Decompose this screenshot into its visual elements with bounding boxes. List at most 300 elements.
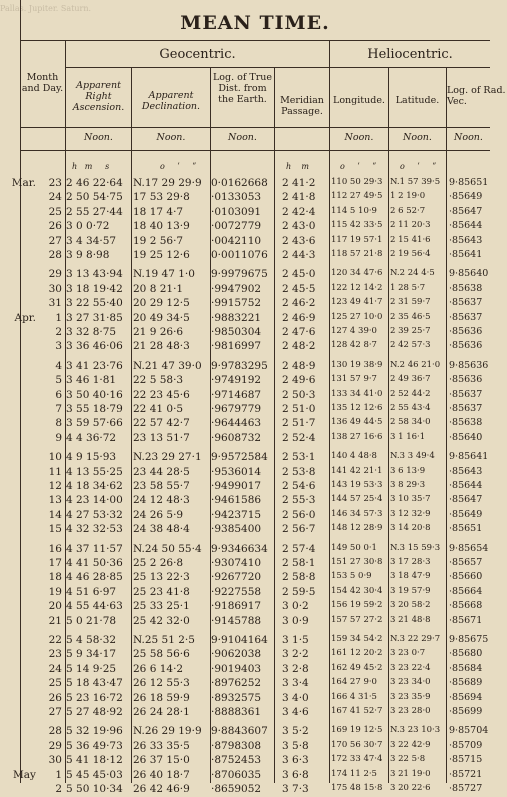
cell-log-radius-vector: 9·85675 xyxy=(449,634,489,645)
cell-month: Apr. xyxy=(14,311,36,324)
cell-right-ascension: 5 9 34·17 xyxy=(66,648,117,661)
cell-day: 1 xyxy=(55,311,62,324)
cell-right-ascension: 5 50 10·34 xyxy=(66,783,123,795)
cell-right-ascension: 3 22 55·40 xyxy=(66,297,123,310)
cell-longitude: 146 34 57·3 xyxy=(331,508,383,519)
cell-log-distance: ·9019403 xyxy=(211,662,262,675)
cell-right-ascension: 4 18 34·62 xyxy=(66,480,123,492)
cell-day: 3 xyxy=(55,340,62,353)
cell-log-distance: ·9227558 xyxy=(211,585,262,598)
cell-declination: 20 8 21·1 xyxy=(133,282,184,295)
cell-log-radius-vector: ·85641 xyxy=(449,249,483,260)
cell-log-radius-vector: ·85636 xyxy=(449,340,483,352)
cell-day: 29 xyxy=(48,739,62,752)
cell-day: 12 xyxy=(48,480,62,492)
cell-log-distance: ·9608732 xyxy=(211,431,262,444)
cell-meridian-passage: 2 45·0 xyxy=(282,268,316,281)
cell-log-distance: ·9947902 xyxy=(211,282,262,295)
cell-declination: 26 24 28·1 xyxy=(133,706,190,718)
cell-day: 29 xyxy=(48,268,62,281)
cell-declination: 26 37 15·0 xyxy=(133,754,190,767)
cell-latitude: 2 39 25·7 xyxy=(390,326,431,336)
cell-longitude: 151 27 30·8 xyxy=(331,557,383,567)
cell-right-ascension: 4 9 15·93 xyxy=(66,451,117,464)
cell-longitude: 175 48 15·8 xyxy=(331,783,383,793)
cell-longitude: 114 5 10·9 xyxy=(331,205,377,216)
cell-latitude: 2 55 43·4 xyxy=(390,403,431,413)
cell-log-radius-vector: ·85721 xyxy=(449,768,483,780)
cell-log-radius-vector: ·85651 xyxy=(449,523,483,535)
group-geocentric: Geocentric. xyxy=(159,47,236,62)
cell-latitude: 2 35 46·5 xyxy=(390,311,431,322)
units-ra: h m s xyxy=(72,162,110,171)
cell-declination: 22 41 0·5 xyxy=(133,403,184,415)
cell-declination: 26 42 46·9 xyxy=(133,783,190,795)
cell-latitude: 3 18 47·9 xyxy=(390,571,431,582)
cell-day: 20 xyxy=(48,600,62,613)
header-meridian-passage: Meridian Passage. xyxy=(280,95,324,117)
cell-day: 24 xyxy=(48,662,62,675)
cell-declination: N.26 29 19·9 xyxy=(133,725,202,738)
cell-right-ascension: 3 27 31·85 xyxy=(66,311,123,324)
cell-meridian-passage: 3 7·3 xyxy=(282,783,309,795)
cell-meridian-passage: 2 43·6 xyxy=(282,234,316,247)
cell-log-radius-vector: ·85644 xyxy=(449,480,483,491)
cell-log-radius-vector: ·85637 xyxy=(449,311,483,323)
cell-longitude: 156 19 59·2 xyxy=(331,600,383,611)
cell-log-radius-vector: 9·85654 xyxy=(449,542,489,554)
cell-latitude: 3 23 22·4 xyxy=(390,662,431,673)
cell-day: 8 xyxy=(55,417,62,430)
cell-log-radius-vector: ·85638 xyxy=(449,282,483,294)
cell-day: 24 xyxy=(48,191,62,204)
cell-log-distance: 0·0162668 xyxy=(211,177,268,189)
cell-right-ascension: 4 37 11·57 xyxy=(66,542,123,555)
cell-day: 4 xyxy=(55,359,62,372)
cell-meridian-passage: 3 2·8 xyxy=(282,662,309,675)
cell-declination: 26 12 55·3 xyxy=(133,677,190,690)
cell-day: 22 xyxy=(48,634,62,646)
cell-declination: 24 12 48·3 xyxy=(133,494,190,507)
cell-meridian-passage: 2 46·9 xyxy=(282,311,316,324)
cell-right-ascension: 4 23 14·00 xyxy=(66,494,123,507)
cell-declination: N.23 29 27·1 xyxy=(133,451,202,464)
cell-day: 15 xyxy=(48,523,62,536)
cell-meridian-passage: 2 46·2 xyxy=(282,297,316,310)
noon-label: Noon. xyxy=(156,132,186,143)
cell-latitude: 3 23 34·0 xyxy=(390,677,431,688)
cell-meridian-passage: 2 53·1 xyxy=(282,451,316,464)
cell-log-radius-vector: ·85699 xyxy=(449,706,483,717)
cell-longitude: 128 42 8·7 xyxy=(331,340,377,351)
cell-log-distance: ·9749192 xyxy=(211,374,262,387)
cell-declination: 22 57 42·7 xyxy=(133,417,190,430)
cell-longitude: 122 12 14·2 xyxy=(331,282,383,293)
cell-right-ascension: 5 18 43·47 xyxy=(66,677,123,690)
cell-longitude: 115 42 33·5 xyxy=(331,220,383,231)
rule-header-bottom xyxy=(20,127,490,128)
cell-meridian-passage: 2 44·3 xyxy=(282,249,316,261)
noon-label: Noon. xyxy=(454,132,483,143)
rule-col-2 xyxy=(131,67,132,783)
cell-latitude: 1 2 19·0 xyxy=(390,191,426,202)
cell-log-distance: ·9385400 xyxy=(211,523,262,536)
bleed-through-heading: Pallas. Jupiter. Saturn. xyxy=(0,4,92,13)
cell-meridian-passage: 3 4·6 xyxy=(282,706,309,718)
cell-declination: 18 17 4·7 xyxy=(133,205,184,218)
cell-log-radius-vector: 9·85704 xyxy=(449,725,489,737)
cell-meridian-passage: 2 54·6 xyxy=(282,480,316,492)
cell-right-ascension: 3 41 23·76 xyxy=(66,359,123,372)
rule-col-4 xyxy=(274,67,275,783)
cell-day: 28 xyxy=(48,249,62,261)
cell-log-distance: 9·9979675 xyxy=(211,268,268,281)
cell-meridian-passage: 2 58·1 xyxy=(282,557,316,569)
noon-label: Noon. xyxy=(228,132,257,143)
noon-label: Noon. xyxy=(403,132,432,143)
units-dec: o ʹ ʺ xyxy=(160,162,197,171)
cell-right-ascension: 3 55 18·79 xyxy=(66,403,123,415)
cell-latitude: 2 58 34·0 xyxy=(390,417,431,428)
units-meridian: h m xyxy=(286,162,309,171)
cell-meridian-passage: 2 57·4 xyxy=(282,542,316,555)
cell-log-radius-vector: ·85660 xyxy=(449,571,483,583)
cell-log-distance: 9·8843607 xyxy=(211,725,268,738)
cell-log-radius-vector: 9·85640 xyxy=(449,268,489,280)
cell-latitude: 1 28 5·7 xyxy=(390,282,426,293)
cell-day: 26 xyxy=(48,691,62,704)
cell-declination: N.21 47 39·0 xyxy=(133,359,202,372)
cell-longitude: 174 11 2·5 xyxy=(331,768,377,779)
cell-declination: 21 9 26·6 xyxy=(133,326,184,338)
cell-log-distance: ·0042110 xyxy=(211,234,262,247)
cell-longitude: 138 27 16·6 xyxy=(331,431,383,442)
cell-log-distance: ·9307410 xyxy=(211,557,262,569)
cell-log-distance: 0·0011076 xyxy=(211,249,268,261)
cell-month: May xyxy=(13,768,36,781)
cell-log-distance: ·8976252 xyxy=(211,677,262,690)
cell-declination: 26 33 35·5 xyxy=(133,739,190,752)
cell-meridian-passage: 3 0·9 xyxy=(282,614,309,627)
cell-declination: N.25 51 2·5 xyxy=(133,634,195,646)
cell-latitude: 2 15 41·6 xyxy=(390,234,431,245)
cell-right-ascension: 3 9 8·98 xyxy=(66,249,110,261)
cell-declination: 26 40 18·7 xyxy=(133,768,190,781)
cell-declination: 25 42 32·0 xyxy=(133,614,190,627)
cell-latitude: N.3 23 10·3 xyxy=(390,725,441,736)
cell-log-radius-vector: ·85684 xyxy=(449,662,483,674)
cell-day: 25 xyxy=(48,677,62,690)
cell-longitude: 135 12 12·6 xyxy=(331,403,383,413)
cell-declination: 22 5 58·3 xyxy=(133,374,184,387)
cell-longitude: 125 27 10·0 xyxy=(331,311,383,322)
rule-top xyxy=(20,40,490,41)
cell-longitude: 154 42 30·4 xyxy=(331,585,383,596)
cell-log-radius-vector: ·85644 xyxy=(449,220,483,232)
cell-latitude: 3 1 16·1 xyxy=(390,431,426,442)
cell-right-ascension: 3 50 40·16 xyxy=(66,388,123,401)
cell-log-distance: 9·9346634 xyxy=(211,542,268,555)
cell-latitude: 3 14 20·8 xyxy=(390,523,431,534)
cell-longitude: 112 27 49·5 xyxy=(331,191,383,202)
cell-latitude: 3 20 22·6 xyxy=(390,783,431,793)
cell-day: 23 xyxy=(48,177,62,189)
cell-longitude: 123 49 41·7 xyxy=(331,297,383,308)
cell-month: Mar. xyxy=(11,177,36,189)
page-title: MEAN TIME. xyxy=(180,12,330,34)
cell-log-distance: 9·9783295 xyxy=(211,359,268,372)
cell-declination: 24 38 48·4 xyxy=(133,523,190,536)
cell-longitude: 169 19 12·5 xyxy=(331,725,383,736)
cell-latitude: 3 19 57·9 xyxy=(390,585,431,596)
cell-latitude: N.3 3 49·4 xyxy=(390,451,435,462)
cell-meridian-passage: 2 53·8 xyxy=(282,465,316,478)
cell-log-distance: ·0072779 xyxy=(211,220,262,233)
cell-meridian-passage: 3 5·2 xyxy=(282,725,309,738)
cell-meridian-passage: 2 55·3 xyxy=(282,494,316,507)
cell-longitude: 164 27 9·0 xyxy=(331,677,377,688)
units-longitude: o ʹ ʺ xyxy=(340,162,377,171)
cell-meridian-passage: 2 41·8 xyxy=(282,191,316,204)
cell-longitude: 161 12 20·2 xyxy=(331,648,383,659)
cell-meridian-passage: 2 48·9 xyxy=(282,359,316,372)
cell-log-radius-vector: ·85664 xyxy=(449,585,483,597)
cell-right-ascension: 3 13 43·94 xyxy=(66,268,123,281)
header-month-day: Month and Day. xyxy=(21,72,64,94)
cell-right-ascension: 3 36 46·06 xyxy=(66,340,123,353)
cell-meridian-passage: 2 50·3 xyxy=(282,388,316,401)
cell-latitude: 3 23 28·0 xyxy=(390,706,431,716)
cell-day: 26 xyxy=(48,220,62,233)
cell-log-radius-vector: ·85637 xyxy=(449,403,483,414)
group-heliocentric: Heliocentric. xyxy=(367,47,453,62)
cell-meridian-passage: 2 47·6 xyxy=(282,326,316,338)
cell-day: 5 xyxy=(55,374,62,387)
cell-day: 17 xyxy=(48,557,62,569)
cell-latitude: 3 17 28·3 xyxy=(390,557,431,567)
cell-log-distance: ·9536014 xyxy=(211,465,262,478)
cell-day: 25 xyxy=(48,205,62,218)
cell-latitude: 3 22 5·8 xyxy=(390,754,426,765)
cell-day: 30 xyxy=(48,282,62,295)
cell-log-radius-vector: ·85727 xyxy=(449,783,483,794)
cell-declination: 25 2 26·8 xyxy=(133,557,184,569)
cell-log-distance: ·9816997 xyxy=(211,340,262,353)
cell-right-ascension: 3 18 19·42 xyxy=(66,282,123,295)
cell-day: 27 xyxy=(48,234,62,247)
noon-label: Noon. xyxy=(84,132,113,143)
cell-latitude: 2 49 36·7 xyxy=(390,374,431,385)
cell-declination: 22 23 45·6 xyxy=(133,388,190,401)
cell-right-ascension: 5 41 18·12 xyxy=(66,754,123,767)
cell-log-distance: ·9267720 xyxy=(211,571,262,584)
cell-log-radius-vector: ·85689 xyxy=(449,677,483,689)
cell-right-ascension: 5 45 45·03 xyxy=(66,768,123,781)
cell-declination: 23 44 28·5 xyxy=(133,465,190,478)
cell-log-distance: ·8752453 xyxy=(211,754,262,767)
cell-right-ascension: 5 14 9·25 xyxy=(66,662,117,675)
cell-longitude: 127 4 39·0 xyxy=(331,326,377,336)
cell-latitude: 3 10 35·7 xyxy=(390,494,431,505)
cell-right-ascension: 4 41 50·36 xyxy=(66,557,123,569)
cell-longitude: 159 34 54·2 xyxy=(331,634,383,644)
cell-log-distance: ·8659052 xyxy=(211,783,262,795)
cell-log-radius-vector: ·85668 xyxy=(449,600,483,612)
cell-right-ascension: 5 36 49·73 xyxy=(66,739,123,752)
cell-declination: 20 29 12·5 xyxy=(133,297,190,310)
cell-day: 14 xyxy=(48,508,62,521)
cell-declination: 19 25 12·6 xyxy=(133,249,190,261)
cell-longitude: 157 57 27·2 xyxy=(331,614,383,625)
cell-latitude: N.2 46 21·0 xyxy=(390,359,441,370)
cell-declination: 21 28 48·3 xyxy=(133,340,190,353)
cell-log-radius-vector: ·85715 xyxy=(449,754,483,766)
cell-meridian-passage: 2 58·8 xyxy=(282,571,316,584)
cell-log-radius-vector: ·85637 xyxy=(449,388,483,400)
cell-log-radius-vector: ·85647 xyxy=(449,494,483,506)
cell-latitude: N.2 24 4·5 xyxy=(390,268,435,279)
cell-log-distance: ·9644463 xyxy=(211,417,262,430)
cell-log-distance: ·8932575 xyxy=(211,691,262,704)
header-log-distance: Log. of True Dist. from the Earth. xyxy=(212,72,273,105)
cell-meridian-passage: 2 43·0 xyxy=(282,220,316,233)
cell-day: 23 xyxy=(48,648,62,661)
rule-col-5 xyxy=(329,40,330,783)
rule-col-6 xyxy=(388,67,389,783)
cell-longitude: 131 57 9·7 xyxy=(331,374,377,385)
cell-log-distance: ·9186917 xyxy=(211,600,262,613)
cell-day: 27 xyxy=(48,706,62,718)
cell-declination: 23 58 55·7 xyxy=(133,480,190,492)
cell-latitude: 2 11 20·3 xyxy=(390,220,431,231)
cell-latitude: 2 31 59·7 xyxy=(390,297,431,308)
cell-meridian-passage: 3 1·5 xyxy=(282,634,309,646)
cell-right-ascension: 2 55 27·44 xyxy=(66,205,123,218)
cell-log-radius-vector: ·85680 xyxy=(449,648,483,660)
cell-longitude: 110 50 29·3 xyxy=(331,177,383,187)
cell-latitude: N.3 15 59·3 xyxy=(390,542,441,553)
cell-longitude: 172 33 47·4 xyxy=(331,754,383,765)
rule-col-7 xyxy=(446,67,447,783)
cell-right-ascension: 4 55 44·63 xyxy=(66,600,123,613)
cell-log-distance: ·9499017 xyxy=(211,480,262,492)
cell-log-distance: ·9883221 xyxy=(211,311,262,324)
cell-log-distance: ·9145788 xyxy=(211,614,262,627)
cell-longitude: 117 19 57·1 xyxy=(331,234,383,245)
cell-day: 11 xyxy=(48,465,62,478)
cell-log-distance: ·9714687 xyxy=(211,388,262,401)
rule-group xyxy=(66,67,490,68)
cell-right-ascension: 5 4 58·32 xyxy=(66,634,117,646)
cell-meridian-passage: 2 56·7 xyxy=(282,523,316,536)
cell-declination: N.19 47 1·0 xyxy=(133,268,195,281)
cell-meridian-passage: 2 59·5 xyxy=(282,585,316,598)
cell-declination: 25 33 25·1 xyxy=(133,600,190,613)
cell-longitude: 170 56 30·7 xyxy=(331,739,383,750)
cell-meridian-passage: 2 49·6 xyxy=(282,374,316,387)
header-log-radius-vector: Log. of Rad. Vec. xyxy=(447,85,506,107)
cell-meridian-passage: 3 6·3 xyxy=(282,754,309,767)
cell-log-radius-vector: ·85643 xyxy=(449,465,483,477)
cell-log-radius-vector: ·85638 xyxy=(449,417,483,429)
cell-latitude: N.3 22 29·7 xyxy=(390,634,441,644)
cell-log-radius-vector: ·85643 xyxy=(449,234,483,246)
cell-day: 30 xyxy=(48,754,62,767)
cell-longitude: 141 42 21·1 xyxy=(331,465,383,476)
cell-log-distance: ·8798308 xyxy=(211,739,262,752)
cell-longitude: 140 4 48·8 xyxy=(331,451,377,462)
cell-declination: 25 23 41·8 xyxy=(133,585,190,598)
cell-latitude: 3 6 13·9 xyxy=(390,465,426,476)
cell-day: 28 xyxy=(48,725,62,738)
cell-log-radius-vector: ·85657 xyxy=(449,557,483,568)
cell-right-ascension: 5 0 21·78 xyxy=(66,614,117,627)
cell-log-distance: ·9461586 xyxy=(211,494,262,507)
cell-log-distance: ·9850304 xyxy=(211,326,262,338)
cell-declination: 18 40 13·9 xyxy=(133,220,190,233)
cell-latitude: 3 23 35·9 xyxy=(390,691,431,702)
cell-right-ascension: 3 46 1·81 xyxy=(66,374,117,387)
cell-day: 31 xyxy=(48,297,62,310)
cell-declination: 17 53 29·8 xyxy=(133,191,190,204)
cell-latitude: 3 21 19·0 xyxy=(390,768,431,779)
cell-longitude: 133 34 41·0 xyxy=(331,388,383,399)
cell-day: 9 xyxy=(55,431,62,444)
cell-day: 2 xyxy=(55,326,62,338)
cell-longitude: 130 19 38·9 xyxy=(331,359,383,370)
cell-day: 2 xyxy=(55,783,62,795)
cell-latitude: 3 22 42·9 xyxy=(390,739,431,750)
cell-day: 21 xyxy=(48,614,62,627)
cell-longitude: 144 57 25·4 xyxy=(331,494,383,505)
cell-right-ascension: 5 23 16·72 xyxy=(66,691,123,704)
cell-declination: 19 2 56·7 xyxy=(133,234,184,247)
cell-day: 16 xyxy=(48,542,62,555)
cell-right-ascension: 4 13 55·25 xyxy=(66,465,123,478)
cell-log-radius-vector: ·85671 xyxy=(449,614,483,626)
cell-meridian-passage: 3 6·8 xyxy=(282,768,309,781)
cell-declination: 26 6 14·2 xyxy=(133,662,184,675)
cell-log-radius-vector: ·85709 xyxy=(449,739,483,751)
cell-right-ascension: 2 46 22·64 xyxy=(66,177,123,189)
noon-label: Noon. xyxy=(344,132,374,143)
cell-log-radius-vector: ·85636 xyxy=(449,374,483,386)
cell-meridian-passage: 3 2·2 xyxy=(282,648,309,661)
cell-latitude: N.1 57 39·5 xyxy=(390,177,441,187)
cell-day: 1 xyxy=(55,768,62,781)
rule-left xyxy=(20,0,21,783)
cell-longitude: 148 12 28·9 xyxy=(331,523,383,534)
cell-meridian-passage: 2 41·2 xyxy=(282,177,316,189)
cell-latitude: 3 20 58·2 xyxy=(390,600,431,611)
cell-latitude: 2 6 52·7 xyxy=(390,205,426,216)
cell-declination: 25 13 22·3 xyxy=(133,571,190,584)
cell-latitude: 2 19 56·4 xyxy=(390,249,431,259)
cell-declination: 24 26 5·9 xyxy=(133,508,184,521)
cell-meridian-passage: 3 4·0 xyxy=(282,691,309,704)
cell-log-distance: ·0133053 xyxy=(211,191,262,204)
header-right-ascension: Apparent Right Ascension. xyxy=(72,80,125,113)
cell-right-ascension: 4 32 32·53 xyxy=(66,523,123,536)
cell-longitude: 153 5 0·9 xyxy=(331,571,372,582)
header-longitude: Longitude. xyxy=(333,95,385,106)
cell-meridian-passage: 2 45·5 xyxy=(282,282,316,295)
cell-latitude: 3 12 32·9 xyxy=(390,508,431,519)
cell-day: 10 xyxy=(48,451,62,464)
cell-longitude: 162 49 45·2 xyxy=(331,662,383,673)
units-latitude: o ʹ ʺ xyxy=(400,162,437,171)
cell-right-ascension: 4 27 53·32 xyxy=(66,508,123,521)
